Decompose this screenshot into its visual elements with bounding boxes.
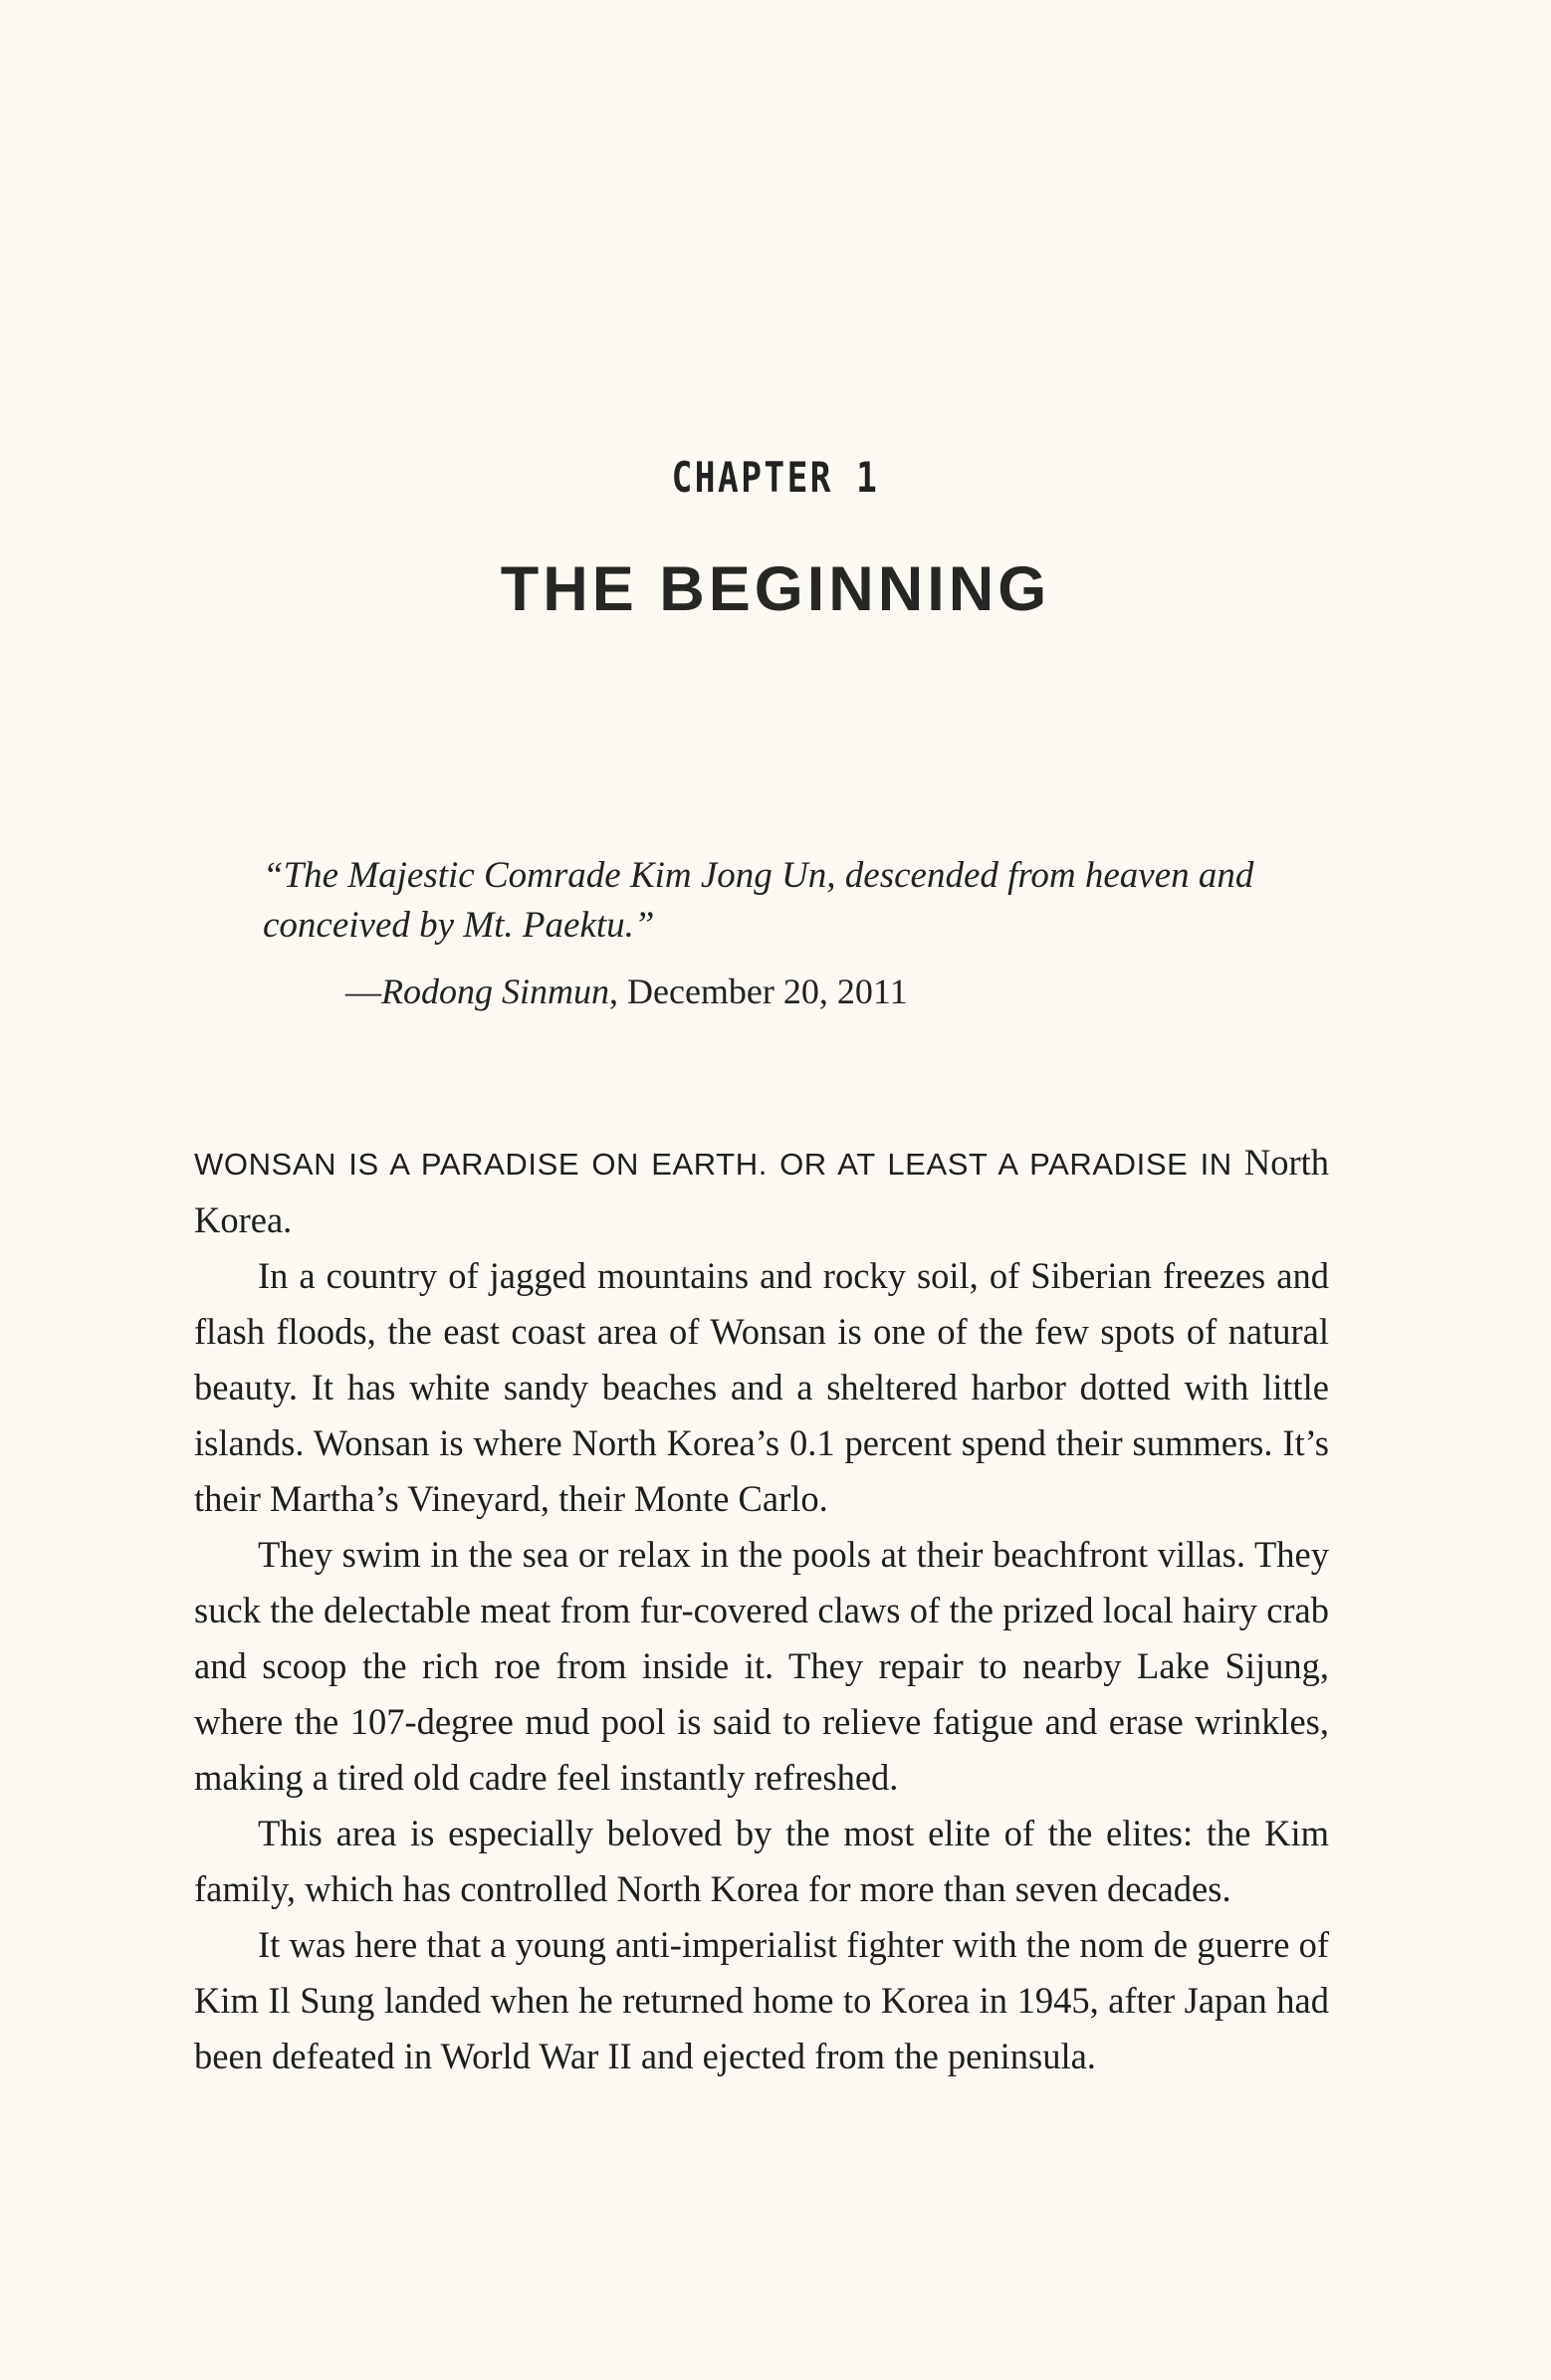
body-paragraph: They swim in the sea or relax in the pools at their beachfront villas. They suck the delectable meat from fur-covered claws of the prized local hairy crab and scoop the rich roe from inside it. They repair to nearby Lake Sijung, where the 107-degree mud pool is said to relieve fatigue and erase wrinkles, making a tired old cadre feel instantly refreshed. [194, 1534, 1329, 1798]
attribution-source: Rodong Sinmun [381, 972, 609, 1011]
body-paragraph: This area is especially beloved by the most elite of the elites: the Kim family, which has controlled North Korea for more than seven decades. [194, 1813, 1329, 1909]
chapter-body [194, 1135, 1329, 2084]
opening-lead-rest: North Korea. [194, 1142, 1330, 1240]
opening-paragraph [194, 1135, 1329, 1248]
chapter-title: THE BEGINNING [500, 554, 1051, 624]
opening-lead-caps: WONSAN IS A PARADISE ON EARTH. OR AT LEAST A PARADISE IN [194, 1147, 1232, 1182]
attribution-date: , December 20, 2011 [609, 972, 908, 1011]
body-paragraph: In a country of jagged mountains and rocky soil, of Siberian freezes and flash floods, the east coast area of Wonsan is one of the few spots of natural beauty. It has white sandy beaches and a sheltered harbor dotted with little islands. Wonsan is where North Korea’s 0.1 percent spend their summers. It’s their Martha’s Vineyard, their Monte Carlo. [194, 1255, 1329, 1519]
chapter-label: CHAPTER 1 [671, 453, 880, 502]
epigraph-quote: “The Majestic Comrade Kim Jong Un, descended from heaven and conceived by Mt. Paektu.” [263, 855, 1254, 946]
body-paragraph: It was here that a young anti-imperialist fighter with the nom de guerre of Kim Il Sung landed when he returned home to Korea in 1945, after Japan had been defeated in World War II and ejected from the peninsula. [194, 1924, 1329, 2076]
epigraph-attribution [345, 971, 908, 1012]
attribution-dash: — [345, 972, 381, 1011]
